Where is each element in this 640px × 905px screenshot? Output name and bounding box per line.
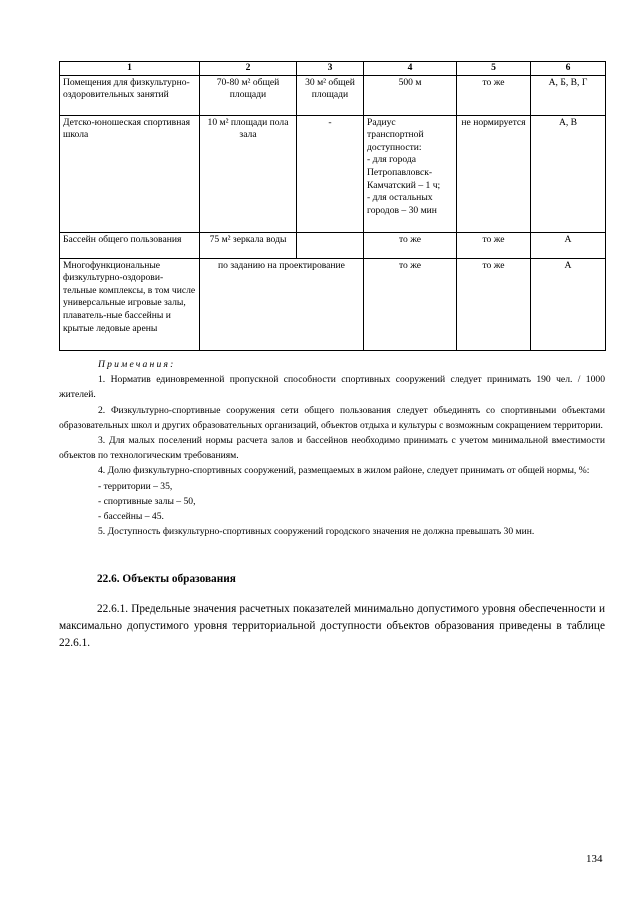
table-cell: по заданию на проектирование	[200, 258, 364, 350]
table-cell: 30 м² общей площади	[297, 75, 364, 115]
section-title: 22.6. Объекты образования	[97, 573, 236, 585]
table-header-cell: 1	[60, 62, 200, 76]
table-cell: Бассейн общего пользования	[60, 232, 200, 258]
table-cell: А, В	[531, 115, 606, 232]
table-cell: Детско-юношеская спортивная школа	[60, 115, 200, 232]
norms-table	[59, 61, 606, 351]
table-row	[60, 75, 606, 115]
note-dash-item: - спортивные залы – 50,	[98, 495, 196, 507]
table-cell: то же	[364, 258, 457, 350]
note-item: 5. Доступность физкультурно-спортивных сооружений городского значения не должна превышать 30 мин.	[98, 526, 535, 538]
note-dash-item: - бассейны – 45.	[98, 511, 164, 523]
note-item: 4. Долю физкультурно-спортивных сооружений, размещаемых в жилом районе, следует принимать от общей нормы, %:	[98, 465, 590, 477]
table-cell: 75 м² зеркала воды	[200, 232, 297, 258]
table-cell: 500 м	[364, 75, 457, 115]
table-cell: Радиус транспортной доступности: - для города Петропавловск-Камчатский – 1 ч; - для остальных городов – 30 мин	[364, 115, 457, 232]
table-cell: 10 м² площади пола зала	[200, 115, 297, 232]
table-cell: то же	[364, 232, 457, 258]
table-header-cell: 5	[457, 62, 531, 76]
note-dash-item: - территории – 35,	[98, 480, 173, 492]
section-paragraph: 22.6.1. Предельные значения расчетных показателей минимально допустимого уровня обеспеченности и максимально допустимого уровня территориальной доступности объектов образования приведены в таблице 22.6.1.	[59, 603, 605, 649]
table-cell: Помещения для физкультурно-оздоровительных занятий	[60, 75, 200, 115]
table-cell: то же	[457, 75, 531, 115]
notes-block	[59, 357, 605, 539]
page-number: 134	[586, 853, 603, 865]
notes-heading: Примечания:	[98, 359, 176, 370]
table-cell: А	[531, 258, 606, 350]
table-cell: не нормируется	[457, 115, 531, 232]
table-cell: то же	[457, 258, 531, 350]
table-row	[60, 232, 606, 258]
note-item: 2. Физкультурно-спортивные сооружения сети общего пользования следует объединять со спортивными объектами образовательных школ и других образовательных организаций, объектов отдыха и культуры с возможным сокращением территории.	[59, 404, 605, 431]
table-row	[60, 258, 606, 350]
table-cell	[297, 232, 364, 258]
table-cell: А	[531, 232, 606, 258]
table-header-cell: 6	[531, 62, 606, 76]
table-header-cell: 2	[200, 62, 297, 76]
table-cell: А, Б, В, Г	[531, 75, 606, 115]
table-header-cell: 3	[297, 62, 364, 76]
note-item: 3. Для малых поселений нормы расчета залов и бассейнов необходимо принимать с учетом минимальной вместимости объектов по технологическим требованиям.	[59, 435, 605, 462]
note-item: 1. Норматив единовременной пропускной способности спортивных сооружений следует принимать 190 чел. / 1000 жителей.	[59, 374, 605, 401]
table-header-row	[60, 62, 606, 76]
table-header-cell: 4	[364, 62, 457, 76]
table-cell: Многофункциональные физкультурно-оздорови-тельные комплексы, в том числе универсальные игровые залы, плаватель-ные бассейны и крытые ледовые арены	[60, 258, 200, 350]
table-cell: -	[297, 115, 364, 232]
table-cell: то же	[457, 232, 531, 258]
table-cell: 70-80 м² общей площади	[200, 75, 297, 115]
table-row	[60, 115, 606, 232]
